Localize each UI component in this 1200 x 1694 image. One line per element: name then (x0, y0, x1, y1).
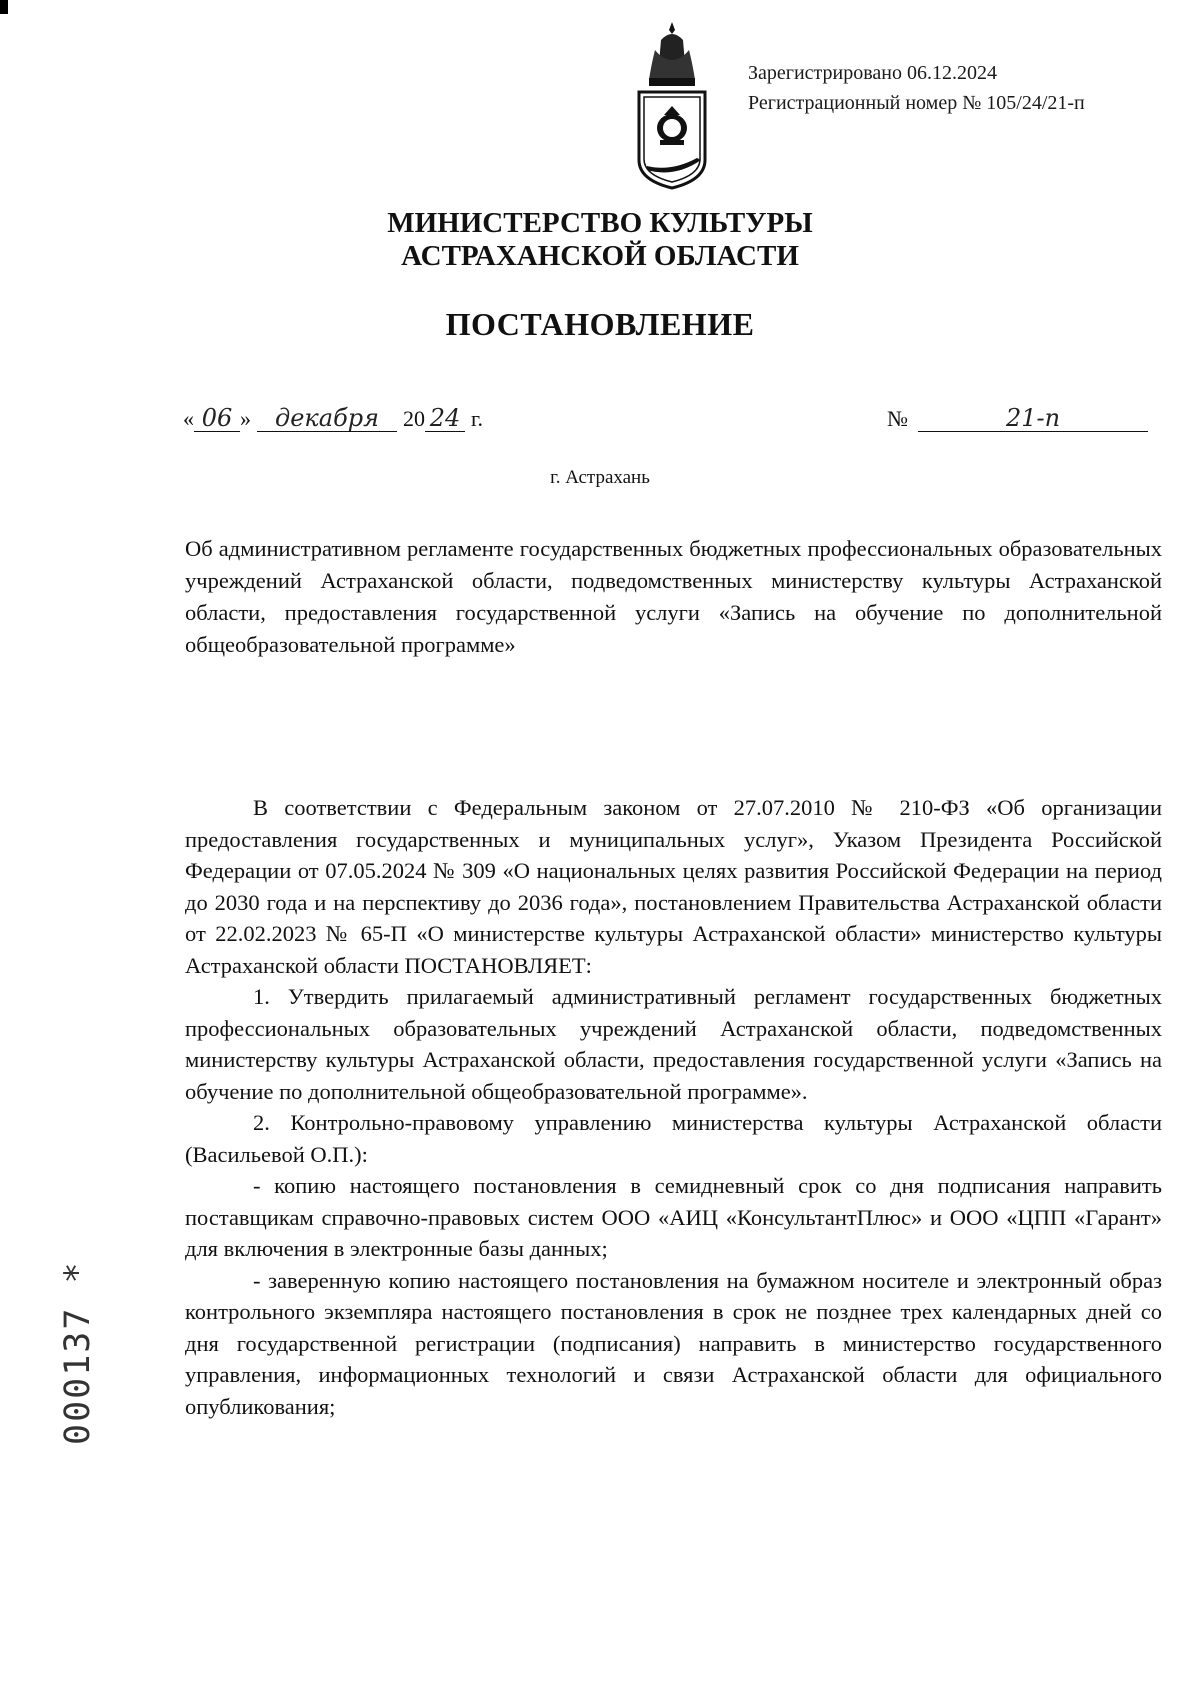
document-number (887, 405, 1148, 432)
date-close-quote: » (240, 406, 251, 431)
scan-corner-mark (0, 0, 8, 14)
registration-block (748, 58, 1085, 118)
date-open-quote: « (183, 406, 194, 431)
date-month-handwritten: декабря (257, 405, 397, 432)
date-year-prefix: 20 (403, 406, 425, 431)
body-paragraph-preamble: В соответствии с Федеральным законом от 27.07.2010 № 210-ФЗ «Об организации предоставления государственных и муниципальных услуг», Указом Президента Российской Федерации от 07.05.2024 № 309 «О национальных целях развития Российской Федерации на период до 2030 года и на перспективу до 2036 года», постановлением Правительства Астраханской области от 22.02.2023 № 65-П «О министерстве культуры Астраханской области» министерство культуры Астраханской области ПОСТАНОВЛЯЕТ: (185, 795, 1162, 978)
ministry-line-2: АСТРАХАНСКОЙ ОБЛАСТИ (401, 240, 799, 272)
margin-stamp-number: 000137 * (58, 1260, 98, 1445)
document-type-heading: ПОСТАНОВЛЕНИЕ (445, 306, 755, 342)
number-label: № (887, 406, 908, 431)
coat-of-arms-emblem (631, 20, 713, 192)
body-paragraph-dash-2: - заверенную копию настоящего постановления на бумажном носителе и электронный образ контрольного экземпляра настоящего постановления в срок не позднее трех календарных дней со дня государственной регистрации (подписания) направить в министерство государственного управления, информационных технологий и связи Астраханской области для официального опубликования; (185, 1267, 1162, 1419)
ministry-name (300, 207, 900, 273)
city-line: г. Астрахань (550, 467, 650, 488)
document-title: Об административном регламенте государственных бюджетных профессиональных образовательных учреждений Астраханской области, подведомственных министерству культуры Астраханской области, предоставления государственной услуги «Запись на обучение по дополнительной общеобразовательной программе» (185, 536, 1162, 657)
body-paragraph-item-2: 2. Контрольно-правовому управлению министерства культуры Астраханской области (Васильевой О.П.): (185, 1110, 1162, 1167)
number-value-handwritten: 21-п (918, 405, 1148, 432)
date-year-suffix-g: г. (471, 406, 484, 431)
ministry-line-1: МИНИСТЕРСТВО КУЛЬТУРЫ (387, 207, 813, 239)
registration-number: Регистрационный номер № 105/24/21-п (748, 92, 1085, 114)
date-day-handwritten: 06 (194, 405, 240, 432)
body-paragraph-dash-1: - копию настоящего постановления в семидневный срок со дня подписания направить поставщикам справочно-правовых систем ООО «АИЦ «КонсультантПлюс» и ООО «ЦПП «Гарант» для включения в электронные базы данных; (185, 1173, 1162, 1261)
document-body (185, 792, 1162, 1422)
body-paragraph-item-1: 1. Утвердить прилагаемый административный регламент государственных бюджетных профессиональных образовательных учреждений Астраханской области, подведомственных министерству культуры Астраханской области, предоставления государственной услуги «Запись на обучение по дополнительной общеобразовательной программе». (185, 984, 1162, 1104)
document-date (183, 405, 483, 432)
date-year-handwritten: 24 (425, 405, 465, 432)
registration-date: Зарегистрировано 06.12.2024 (748, 62, 998, 84)
